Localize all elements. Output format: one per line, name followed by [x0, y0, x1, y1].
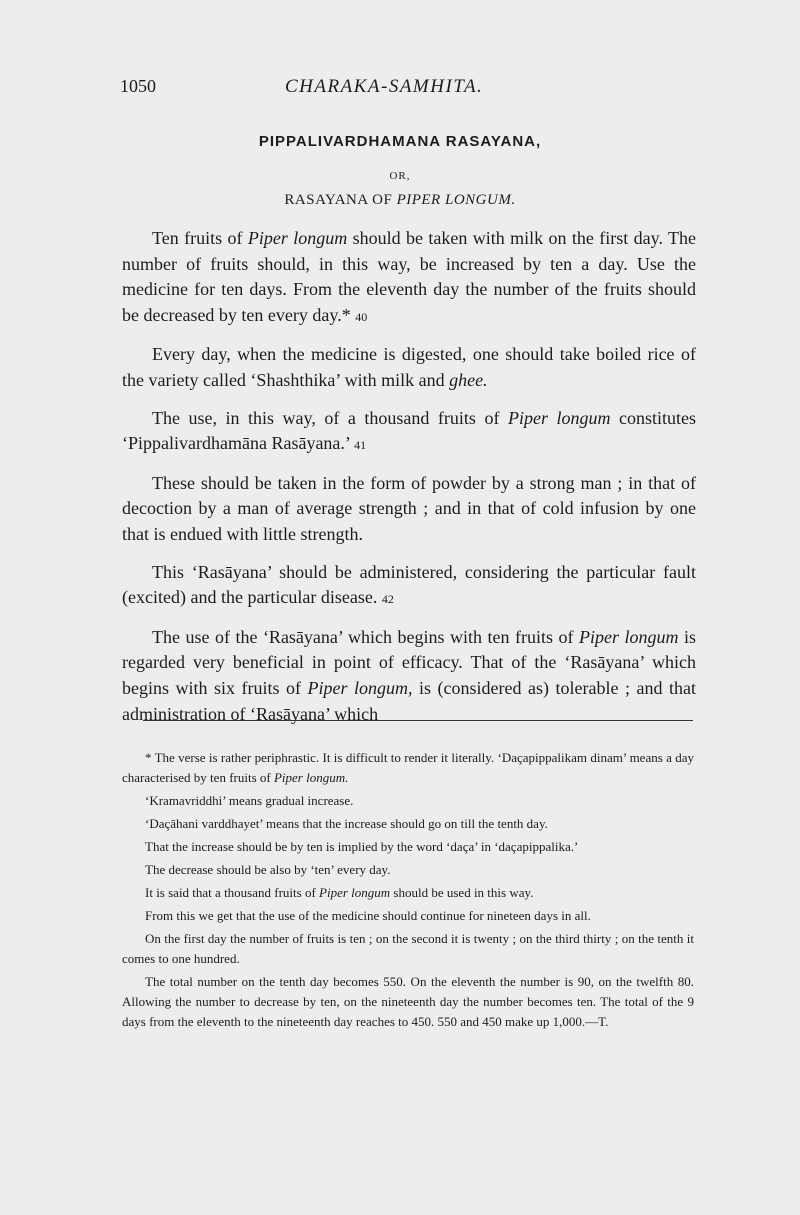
p1-italic-1: Piper longum [247, 228, 348, 248]
page-header [120, 76, 720, 100]
p6-italic-1: Piper longum [578, 626, 679, 647]
verse-marker-40: 40 [355, 309, 368, 324]
footnote-4: That the increase should be by ten is implied by the word ‘daça’ in ‘daçapippalika.’ [145, 839, 579, 854]
p3-text-2: constitutes ‘Pippalivardhamāna Rasāyana.’ [122, 407, 696, 454]
body-text [122, 226, 696, 739]
footnote-2: ‘Kramavriddhi’ means gradual increase. [145, 793, 354, 808]
paragraph-5 [122, 560, 696, 613]
paragraph-1 [122, 226, 696, 330]
p6-text-1: The use of the ‘Rasāyana’ which begins with ten fruits of [152, 626, 579, 647]
title-or: OR, [389, 170, 411, 182]
footnote-divider [143, 720, 693, 721]
verse-marker-41: 41 [354, 438, 367, 453]
p3-italic-1: Piper longum [507, 407, 611, 428]
footnote-1 [122, 748, 694, 788]
running-title: CHARAKA-SAMHITA. [285, 76, 484, 97]
p2-italic-1: ghee. [449, 369, 488, 390]
p6-italic-2: Piper longum, [307, 677, 413, 698]
section-title: PIPPALIVARDHAMANA RASAYANA, [258, 133, 542, 150]
footnotes [122, 748, 694, 1035]
fn6-text-2: should be used in this way. [390, 885, 534, 900]
fn6-text-1: It is said that a thousand fruits of [145, 885, 320, 900]
paragraph-6 [122, 625, 696, 727]
fn1-text-1: * The verse is rather periphrastic. It is difficult to render it literally. ‘Daçapippalikam dinam’ means a day characterised by ten fruits of [122, 750, 694, 785]
p6-text-2: is regarded very beneficial in point of efficacy. That of the ‘Rasāyana’ which begins with six fruits of [122, 626, 696, 698]
footnote-7: From this we get that the use of the medicine should continue for nineteen days in all. [145, 908, 591, 923]
p5-text-1: This ‘Rasāyana’ should be administered, considering the particular fault (excited) and the particular disease. [122, 561, 696, 608]
paragraph-3 [122, 406, 696, 459]
footnote-8: On the first day the number of fruits is ten ; on the second it is twenty ; on the third thirty ; on the tenth it comes to one hundred. [122, 931, 694, 966]
p2-text-1: Every day, when the medicine is digested, one should take boiled rice of the variety called ‘Shashthika’ with milk and [122, 344, 696, 390]
paragraph-2 [122, 342, 696, 393]
p1-text-1: Ten fruits of [152, 228, 248, 248]
p6-text-3: is (considered as) tolerable ; and that administration of ‘Rasāyana’ which [122, 677, 696, 724]
fn1-italic-1: Piper longum. [273, 770, 349, 785]
footnote-5: The decrease should be also by ‘ten’ every day. [145, 862, 391, 877]
verse-marker-42: 42 [381, 592, 394, 607]
paragraph-4 [122, 471, 696, 548]
p4-text-1: These should be taken in the form of powder by a strong man ; in that of decoction by a man of average strength ; and in that of cold infusion by one that is endued with little strength. [122, 472, 696, 544]
p1-text-2: should be taken with milk on the first day. The number of fruits should, in this way, be increased by ten a day. Use the medicine for ten days. From the eleventh day the number of the fruits should be decreased by ten every day.* [122, 228, 696, 325]
fn6-italic-1: Piper longum [319, 885, 391, 900]
subtitle-italic: PIPER LONGUM. [396, 192, 516, 208]
page-number: 1050 [120, 76, 156, 96]
footnote-3: ‘Daçāhani varddhayet’ means that the increase should go on till the tenth day. [145, 816, 548, 831]
footnote-6 [122, 883, 694, 903]
section-subtitle [0, 192, 800, 209]
subtitle-prefix: RASAYANA OF [284, 192, 397, 208]
footnote-9: The total number on the tenth day becomes 550. On the eleventh the number is 90, on the twelfth 80. Allowing the number to decrease by ten, on the nineteenth day the number becomes ten. The total of the 9 days from the eleventh to the nineteenth day reaches to 450. 550 and 450 make up 1,000.—T. [122, 974, 694, 1029]
p3-text-1: The use, in this way, of a thousand fruits of [152, 407, 508, 428]
